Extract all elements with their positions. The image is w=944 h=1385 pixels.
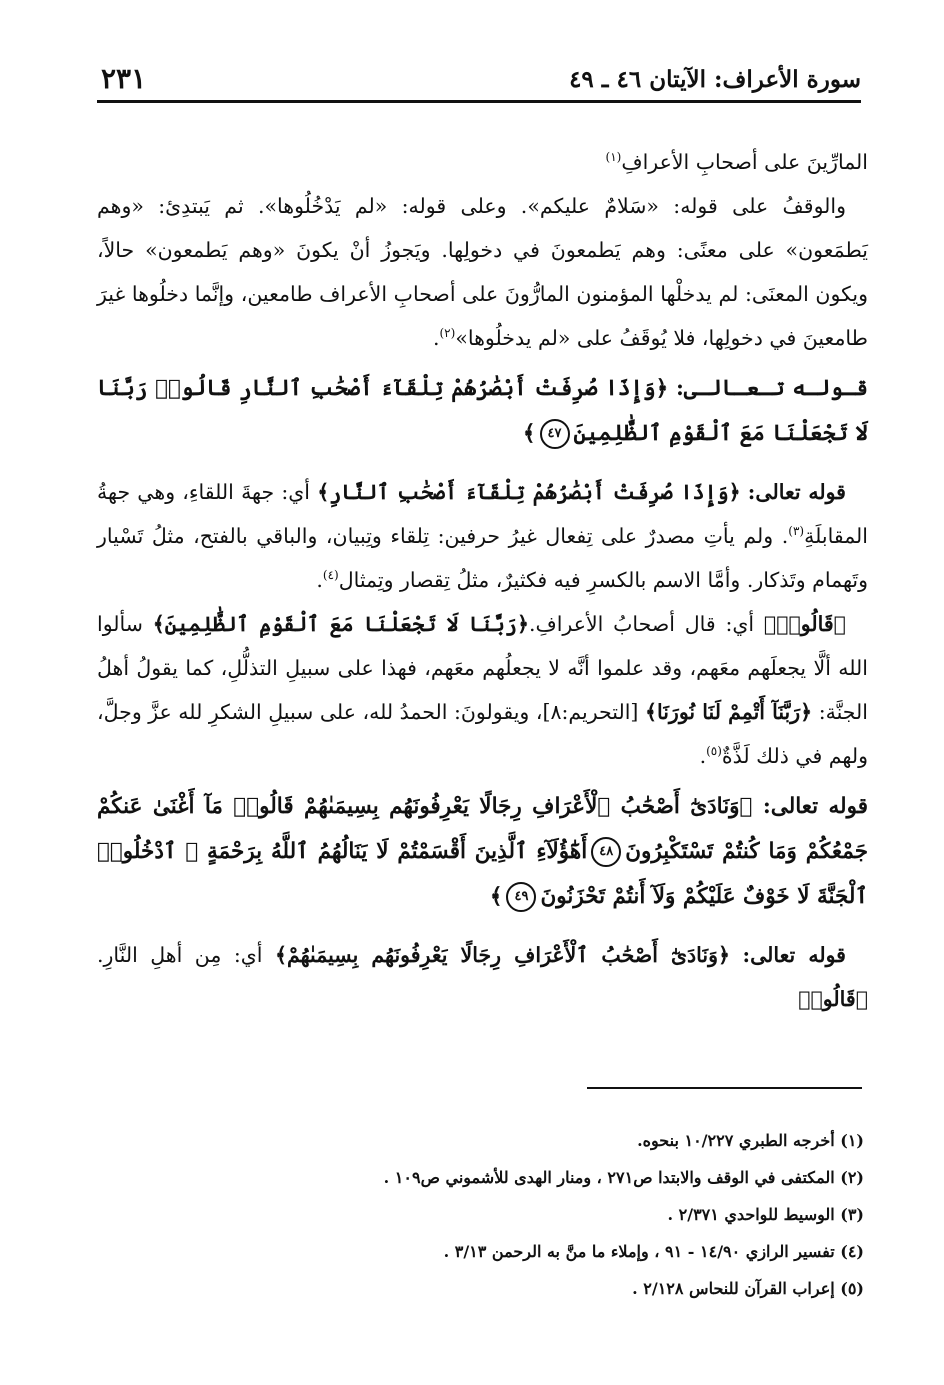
verse-text: أَهَٰٓؤُلَآءِ ٱلَّذِينَ أَقْسَمْتُمْ لَا يَنَالُهُمُ ٱللَّهُ بِرَحْمَةٍ ۚ ٱدْخُلُوا۟ ٱلْجَنَّةَ لَا خَوْفٌ عَلَيْكُمْ وَلَآ أَنتُمْ تَحْزَنُونَ bbox=[97, 839, 868, 909]
footnote-ref-4[interactable]: (٤) bbox=[322, 568, 339, 583]
verse-text: ﴿وَإِذَا صُرِفَتْ أَبْصَٰرُهُمْ تِلْقَآءَ أَصْحَٰبِ ٱلنَّارِ قَالُوا۟ رَبَّنَا لَا تَجْعَلْنَا مَعَ ٱلْقَوْمِ ٱلظَّٰلِمِينَ bbox=[97, 376, 868, 446]
footnote-separator bbox=[587, 1087, 862, 1089]
paragraph-5: قوله تعالى: ﴿وَنَادَىٰٓ أَصْحَٰبُ ٱلْأَعْرَافِ رِجَالًا يَعْرِفُونَهُم بِسِيمَىٰهُمْ﴾ أي: مِن أهلِ النَّارِ.﴿قَالُوا۟ bbox=[97, 943, 868, 1011]
footnote-1: (١) أخرجه الطبري ١٠/٢٢٧ بنحوه. bbox=[637, 1131, 864, 1150]
footnote-2: (٢) المكتفى في الوقف والابتدا ص٢٧١ ، ومنار الهدى للأشموني ص١٠٩ . bbox=[383, 1168, 864, 1187]
footnote-3: (٣) الوسيط للواحدي ٢/٣٧١ . bbox=[667, 1205, 864, 1224]
footnote-ref-5[interactable]: (٥) bbox=[706, 744, 722, 759]
quran-quote: ﴿وَنَادَىٰٓ أَصْحَٰبُ ٱلْأَعْرَافِ رِجَالًا يَعْرِفُونَهُم بِسِيمَىٰهُمْ﴾ bbox=[274, 943, 731, 967]
footnote-ref-2[interactable]: (٢) bbox=[439, 326, 456, 341]
quran-verses-48-49: قوله تعالى: ﴿وَنَادَىٰٓ أَصْحَٰبُ ٱلْأَعْرَافِ رِجَالًا يَعْرِفُونَهُم بِسِيمَىٰهُمْ قَالُوا۟ مَآ أَغْنَىٰ عَنكُمْ جَمْعُكُمْ وَمَا كُنتُمْ تَسْتَكْبِرُونَ٤٨أَهَٰٓؤُلَآءِ ٱلَّذِينَ أَقْسَمْتُمْ لَا يَنَالُهُمُ ٱللَّهُ بِرَحْمَةٍ ۚ ٱدْخُلُوا۟ ٱلْجَنَّةَ لَا خَوْفٌ عَلَيْكُمْ وَلَآ أَنتُمْ تَحْزَنُونَ٤٩﴾ bbox=[97, 784, 868, 919]
running-title: سورة الأعراف: الآيتان ٤٦ ـ ٤٩ bbox=[569, 66, 861, 93]
ayah-marker-icon: ٤٨ bbox=[591, 837, 621, 867]
quran-quote: ﴿قَالُوا۟﴾ bbox=[763, 612, 846, 636]
page-number: ٢٣١ bbox=[101, 62, 147, 95]
ayah-marker-icon: ٤٧ bbox=[540, 419, 570, 449]
footnote-4: (٤) تفسير الرازي ١٤/٩٠ - ٩١ ، وإملاء ما منَّ به الرحمن ٣/١٣ . bbox=[443, 1242, 864, 1261]
verse-label: قوله تعالى: bbox=[762, 794, 868, 819]
quran-quote: ﴿وَإِذَا صُرِفَتْ أَبْصَٰرُهُمْ تِلْقَآءَ أَصْحَٰبِ ٱلنَّارِ﴾ bbox=[317, 480, 741, 504]
paragraph-4: ﴿قَالُوا۟﴾ أي: قال أصحابُ الأعرافِ.﴿رَبَّنَا لَا تَجْعَلْنَا مَعَ ٱلْقَوْمِ ٱلظَّٰلِمِينَ﴾ سألوا الله ألَّا يجعلَهم معَهم، وقد علموا أنَّه لا يجعلُهم معَهم، فهذا على سبيلِ التذلُّلِ، كما يقولُ أهلُ الجنَّة: ﴿رَبَّنَآ أَتْمِمْ لَنَا نُورَنَا﴾ [التحريم:٨]، ويقولونَ: الحمدُ لله، على سبيلِ الشكرِ لله عزَّ وجلَّ، ولهم في ذلك لَذَّةٌ$^{(٥)}$. bbox=[97, 612, 868, 768]
quran-quote: ﴿قَالُوا۟ bbox=[798, 987, 868, 1011]
verse-label: قـولـه تـعـالـى: bbox=[675, 376, 868, 401]
paragraph-2: والوقفُ على قوله: «سَلامٌ عليكم». وعلى قوله: «لم يَدْخُلُوها». ثم يَبتدِئ: «وهم يَطمَعون» على معنًى: وهم يَطمعونَ في دخولِها. ويَجوزُ أنْ يكونَ «وهم يَطمعون» حالاً، ويكون المعنَى: لم يدخلْها المؤمنون المارُّونَ على أصحابِ الأعراف طامعين، وإنَّما دخلُوها غيرَ طامعينَ في دخولِها، فلا يُوقَفُ على «لم يدخلُوها»$^{(٢)}$. bbox=[97, 194, 868, 350]
quran-quote: ﴿رَبَّنَآ أَتْمِمْ لَنَا نُورَنَا﴾ bbox=[644, 700, 813, 724]
footnote-5: (٥) إعراب القرآن للنحاس ٢/١٢٨ . bbox=[632, 1279, 864, 1298]
main-text bbox=[97, 140, 868, 1021]
paragraph-3: قوله تعالى: ﴿وَإِذَا صُرِفَتْ أَبْصَٰرُهُمْ تِلْقَآءَ أَصْحَٰبِ ٱلنَّارِ﴾ أي: جهةَ اللقاءِ، وهي جهةُ المقابلَةِ$^{(٣)}$. ولم يأتِ مصدرٌ على تِفعال غيرُ حرفين: تِلقاء وتِبيان، والباقي بالفتح، مثلُ تَسْيار وتَهمام وتَذكار. وأمَّا الاسم بالكسرِ فيه فكثيرٌ، مثلُ تِقصار وتِمثال$^{(٤)}$. bbox=[97, 480, 868, 592]
page-header bbox=[97, 62, 861, 102]
paragraph-1: المارِّينَ على أصحابِ الأعرافِ$^{(١)}$ bbox=[605, 150, 868, 174]
footnote-ref-1[interactable]: (١) bbox=[605, 150, 622, 165]
ayah-marker-icon: ٤٩ bbox=[506, 882, 536, 912]
footnote-ref-3[interactable]: (٣) bbox=[788, 524, 805, 539]
quran-verse-47: قـولـه تـعـالـى: ﴿وَإِذَا صُرِفَتْ أَبْصَٰرُهُمْ تِلْقَآءَ أَصْحَٰبِ ٱلنَّارِ قَالُوا۟ رَبَّنَا لَا تَجْعَلْنَا مَعَ ٱلْقَوْمِ ٱلظَّٰلِمِينَ٤٧﴾ bbox=[97, 366, 868, 456]
footnotes bbox=[94, 1122, 864, 1307]
header-rule bbox=[97, 100, 861, 103]
verse-text: ﴿وَنَادَىٰٓ أَصْحَٰبُ ٱلْأَعْرَافِ رِجَالًا يَعْرِفُونَهُم بِسِيمَىٰهُمْ قَالُوا۟ مَآ أَغْنَىٰ عَنكُمْ جَمْعُكُمْ وَمَا كُنتُمْ تَسْتَكْبِرُونَ bbox=[97, 794, 869, 864]
quran-quote: ﴿رَبَّنَا لَا تَجْعَلْنَا مَعَ ٱلْقَوْمِ ٱلظَّٰلِمِينَ﴾ bbox=[152, 612, 529, 636]
